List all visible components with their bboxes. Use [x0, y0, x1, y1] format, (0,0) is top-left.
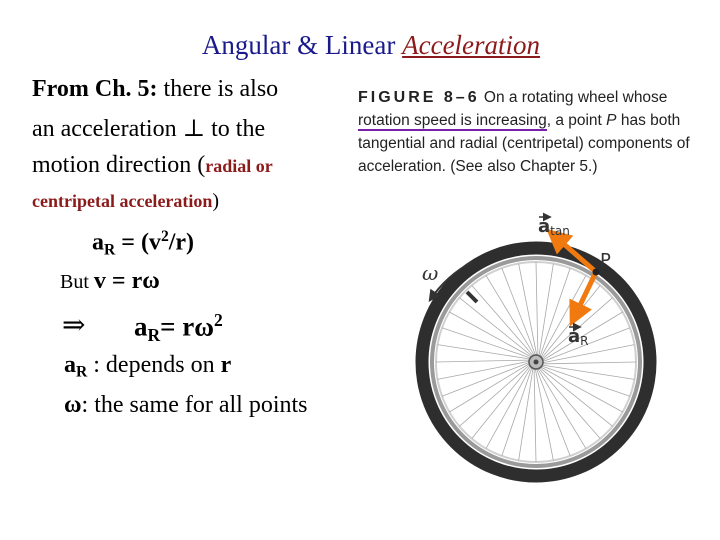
title-accent: Acceleration [402, 30, 541, 60]
figure-caption [358, 86, 698, 178]
f1-a: a [92, 229, 104, 256]
figure-label: FIGURE 8–6 [358, 89, 480, 106]
point-p-marker [593, 269, 600, 276]
f1-sup: 2 [160, 228, 169, 245]
omega-label: ω [422, 261, 439, 285]
f3-a: a [134, 311, 148, 342]
wheel-spoke [486, 275, 535, 357]
wheel-spoke [519, 264, 537, 358]
wheel-spoke [539, 264, 554, 358]
f4-text: : depends on [87, 352, 221, 378]
f5-omega: ω [64, 392, 82, 418]
intro-line-2-rest: to the [205, 116, 266, 142]
a-tan-main: a [538, 216, 551, 237]
centripetal-label: centripetal acceleration [32, 191, 213, 211]
f1-mid: = (v [115, 229, 161, 256]
wheel-spoke [449, 363, 531, 412]
chapter-ref: From Ch. 5: [32, 76, 158, 102]
f3-eq [134, 310, 223, 346]
wheel-spoke [540, 365, 634, 380]
a-r-label [568, 326, 589, 348]
title-main: Angular & Linear [201, 30, 403, 60]
point-p-label: P [600, 250, 611, 271]
note-omega-same [64, 392, 308, 419]
wheel-spoke [535, 367, 553, 461]
a-tan-sub: tan [550, 224, 570, 238]
intro-line-3 [32, 152, 273, 179]
wheel-spoke [537, 367, 586, 449]
f4-a: a [64, 352, 76, 378]
wheel-spoke [519, 366, 534, 460]
note-ar-depends [64, 352, 231, 382]
perpendicular-symbol: ⊥ [182, 116, 206, 142]
caption-part-1: On a rotating wheel whose [479, 89, 668, 106]
wheel-spoke [436, 360, 531, 362]
f3-mid: = rω [160, 311, 215, 342]
f2-but: But [60, 271, 94, 293]
valve-stem [467, 292, 477, 302]
f5-text: : the same for all points [81, 392, 308, 418]
caption-point: P [606, 112, 617, 129]
intro-line-4 [32, 190, 219, 213]
implies-symbol: ⇒ [62, 310, 86, 341]
f1-sub: R [104, 241, 116, 259]
wheel-spoke [438, 361, 532, 379]
wheel-spoke [540, 285, 600, 359]
a-tan-label [538, 216, 570, 238]
wheel-spoke [538, 366, 612, 426]
wheel-spoke [541, 362, 636, 364]
f3-sup: 2 [214, 310, 223, 330]
wheel-spoke [534, 367, 536, 462]
wheel-spoke [459, 298, 533, 358]
intro-line-2 [32, 114, 265, 143]
rotating-wheel-figure [400, 210, 710, 535]
f1-end: /r) [168, 229, 195, 256]
a-r-sub: R [580, 334, 589, 348]
intro-line-1 [32, 76, 278, 103]
a-r-main: a [568, 326, 581, 347]
intro-line-2-text: an acceleration [32, 116, 177, 142]
f4-r: r [220, 352, 232, 378]
intro-line-1-rest: there is also [157, 76, 279, 102]
wheel-spoke [438, 345, 532, 360]
formula-radial-acceleration [92, 228, 194, 259]
caption-part-3: has both tangential and radial (centripetal) components of acceleration. (See also Chapter 5.) [358, 112, 690, 175]
intro-line-4-end: ) [212, 190, 220, 212]
wheel-hub [529, 355, 543, 369]
radial-label: radial or [205, 156, 273, 176]
f4-sub: R [76, 363, 88, 381]
formula-velocity [60, 268, 160, 295]
f2-eq: v = rω [93, 268, 160, 294]
intro-line-3-text: motion direction ( [32, 152, 206, 178]
caption-highlight: rotation speed is increasing [358, 112, 547, 129]
wheel-spoke [536, 262, 538, 357]
slide-title [0, 30, 720, 61]
f3-sub: R [147, 324, 161, 345]
wheel-spoke [472, 364, 532, 438]
caption-part-2: , a point [546, 112, 607, 129]
